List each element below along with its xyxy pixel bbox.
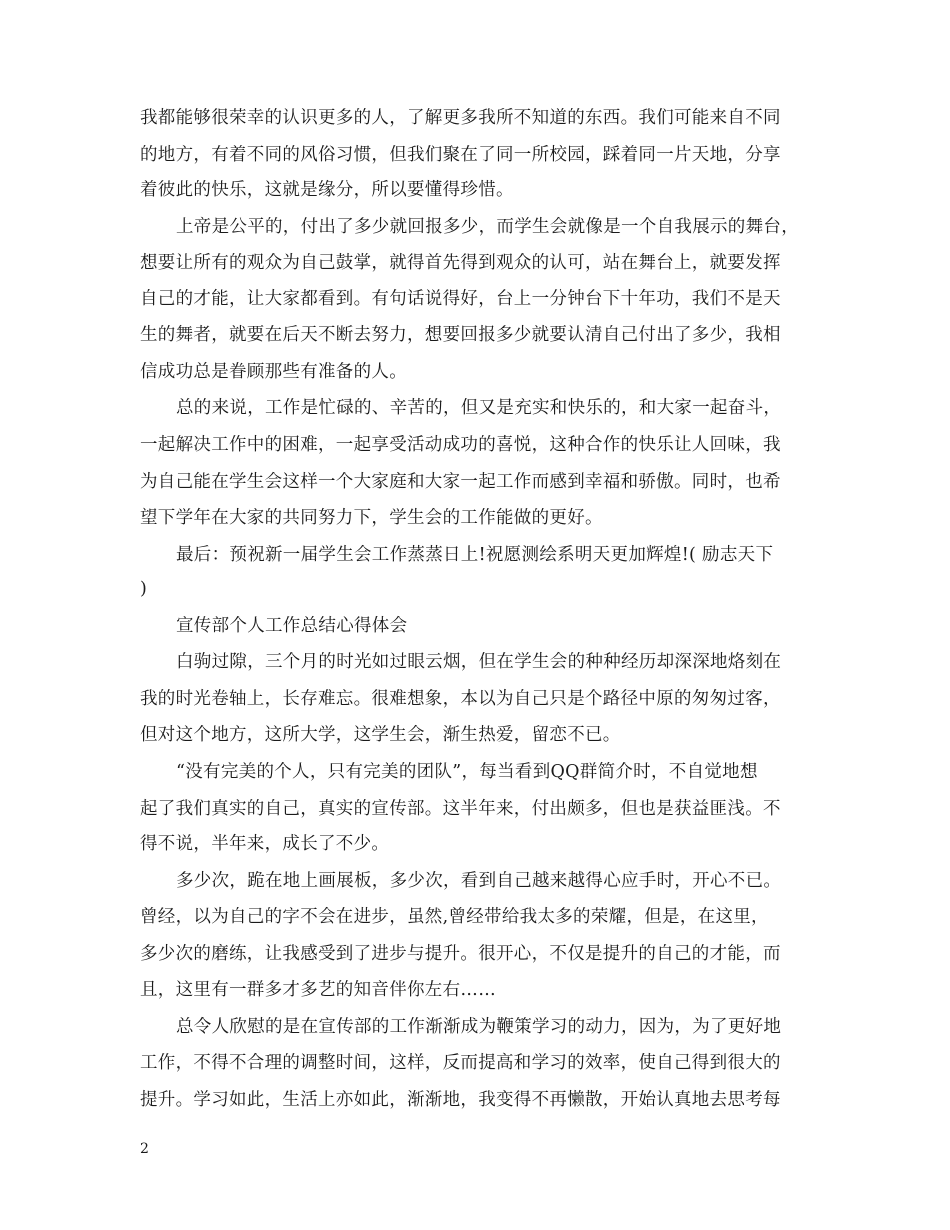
text-line: 着彼此的快乐，这就是缘分，所以要懂得珍惜。 (140, 180, 514, 201)
text-line: ) (140, 579, 148, 600)
text-line: 多少次，跪在地上画展板，多少次，看到自己越来越得心应手时，开心不已。 (176, 870, 782, 891)
text-line: 起了我们真实的自己，真实的宣传部。这半年来，付出颇多，但也是获益匪浅。不 (140, 798, 781, 819)
text-line: 的地方，有着不同的风俗习惯，但我们聚在了同一所校园，踩着同一片天地，分享 (140, 144, 781, 165)
text-line: 最后：预祝新一届学生会工作蒸蒸日上!祝愿测绘系明天更加辉煌!( 励志天下 (176, 544, 774, 565)
text-line: 宣传部个人工作总结心得体会 (176, 615, 408, 636)
page-number: 2 (140, 1141, 149, 1157)
text-line: 曾经，以为自己的字不会在进步，虽然,曾经带给我太多的荣耀，但是，在这里， (140, 907, 769, 928)
text-line: 多少次的磨练，让我感受到了进步与提升。很开心，不仅是提升的自己的才能，而 (140, 943, 781, 964)
text-line: 工作，不得不合理的调整时间，这样，反而提高和学习的效率，使自己得到很大的 (140, 1053, 781, 1074)
text-line: 我的时光卷轴上，长存难忘。很难想象，本以为自己只是个路径中原的匆匆过客， (140, 688, 781, 709)
text-line: 总令人欣慰的是在宣传部的工作渐渐成为鞭策学习的动力，因为，为了更好地 (176, 1016, 782, 1037)
text-line: 信成功总是眷顾那些有准备的人。 (140, 361, 407, 382)
text-line: 总的来说，工作是忙碌的、辛苦的，但又是充实和快乐的，和大家一起奋斗， (176, 398, 782, 419)
text-line: 生的舞者，就要在后天不断去努力，想要回报多少就要认清自己付出了多少，我相 (140, 325, 781, 346)
text-line: “没有完美的个人，只有完美的团队”，每当看到QQ群简介时，不自觉地想 (176, 762, 758, 783)
text-line: 得不说，半年来，成长了不少。 (140, 834, 390, 855)
text-line: 提升。学习如此，生活上亦如此，渐渐地，我变得不再懒散，开始认真地去思考每 (140, 1090, 781, 1110)
text-line: 白驹过隙，三个月的时光如过眼云烟，但在学生会的种种经历却深深地烙刻在 (176, 652, 782, 673)
text-line: 望下学年在大家的共同努力下，学生会的工作能做的更好。 (140, 508, 603, 529)
text-line: 一起解决工作中的困难，一起享受活动成功的喜悦，这种合作的快乐让人回味，我 (140, 435, 781, 455)
text-line: 且，这里有一群多才多艺的知音伴你左右…… (140, 980, 496, 1001)
text-line: 上帝是公平的，付出了多少就回报多少，而学生会就像是一个自我展示的舞台， (176, 216, 799, 237)
text-line: 自己的才能，让大家都看到。有句话说得好，台上一分钟台下十年功，我们不是天 (140, 288, 781, 309)
text-line: 为自己能在学生会这样一个大家庭和大家一起工作而感到幸福和骄傲。同时，也希 (140, 471, 781, 492)
text-line: 但对这个地方，这所大学，这学生会，渐生热爱，留恋不已。 (140, 725, 621, 746)
text-line: 我都能够很荣幸的认识更多的人，了解更多我所不知道的东西。我们可能来自不同 (140, 108, 781, 128)
text-line: 想要让所有的观众为自己鼓掌，就得首先得到观众的认可，站在舞台上，就要发挥 (140, 253, 781, 274)
